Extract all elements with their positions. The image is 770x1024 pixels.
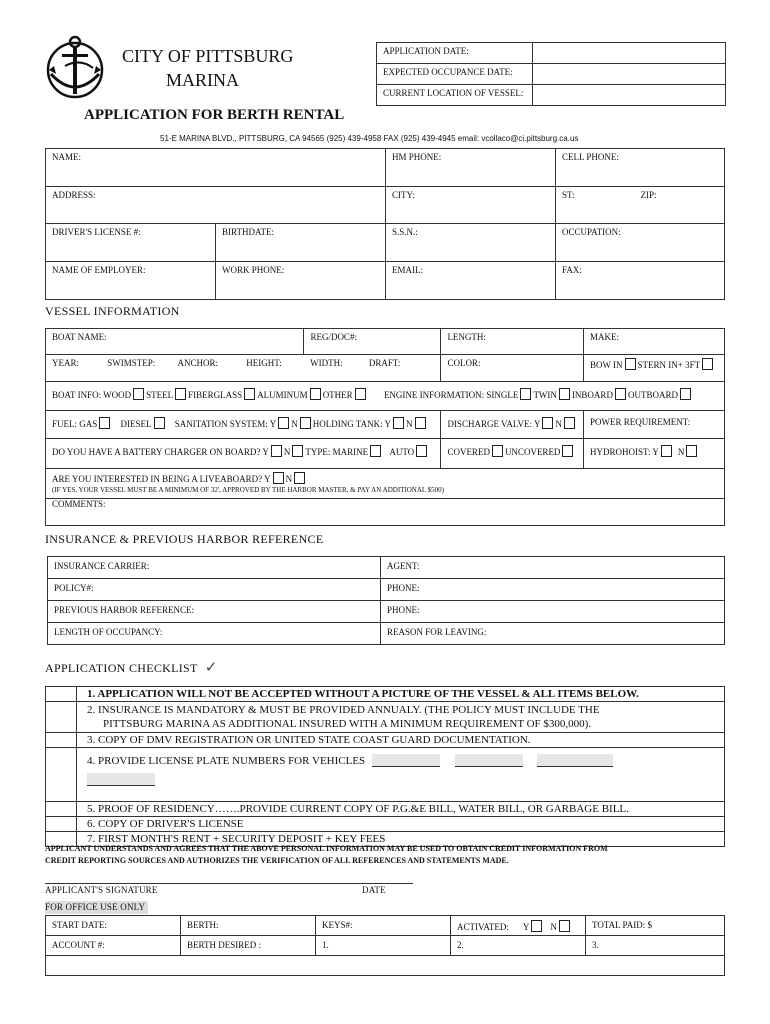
width-label: WIDTH: [310,358,343,368]
aluminum-checkbox[interactable] [310,388,321,400]
account-label: ACCOUNT #: [52,940,105,950]
fax-field[interactable] [556,262,725,300]
fax-label: FAX: [562,265,582,275]
city-name: CITY OF PITTSBURG [122,46,294,66]
battery-y-checkbox[interactable] [271,445,282,457]
checklist-item-2-line2: PITTSBURG MARINA AS ADDITIONAL INSURED WITH A MINIMUM REQUIREMENT OF $300,000). [103,718,592,730]
length-occupancy-label: LENGTH OF OCCUPANCY: [54,627,163,637]
hm-phone-field[interactable] [386,149,556,187]
auto-label: AUTO [389,447,415,457]
discharge-valve-field [441,411,584,439]
liveaboard-label: ARE YOU INTERESTED IN BEING A LIVEABOARD? Y [52,474,271,484]
cell-phone-field[interactable] [556,149,725,187]
office-use-title: FOR OFFICE USE ONLY [45,901,148,914]
other-checkbox[interactable] [355,388,366,400]
policy-phone-label: PHONE: [387,583,420,593]
engine-single-label: ENGINE INFORMATION: SINGLE [383,390,519,400]
harbor-phone-field[interactable] [381,601,725,623]
anchor-label: ANCHOR: [177,358,219,368]
agent-field[interactable] [381,557,725,579]
insurance-table [47,556,725,645]
activated-y-label: Y [522,922,530,932]
diesel-label: DIESEL [120,419,152,429]
keys-label: KEYS#: [322,920,353,930]
policy-phone-field[interactable] [381,579,725,601]
holding-n-label: N [406,419,413,429]
boat-info-label: BOAT INFO: WOOD [52,390,132,400]
berth-choice-1[interactable] [316,936,451,956]
make-field[interactable] [583,329,724,355]
agreement-line-2: CREDIT REPORTING SOURCES AND AUTHORIZES THE VERIFICATION OF ALL REFERENCES AND STATEMENTS MADE. [45,856,509,865]
inboard-label: INBOARD [571,390,613,400]
hydrohoist-field [583,439,724,469]
name-label: NAME: [52,152,81,162]
length-occupancy-field[interactable] [48,623,381,645]
email-label: EMAIL: [392,265,423,275]
liveaboard-n-label: N [285,474,293,484]
checklist-box-6[interactable] [46,817,77,832]
checklist-box-2[interactable] [46,702,77,733]
office-use-table [45,915,725,976]
employer-label: NAME OF EMPLOYER: [52,265,146,275]
ssn-label: S.S.N.: [392,227,418,237]
liveaboard-n-checkbox[interactable] [294,472,305,484]
stern-in-label: STERN IN+ 3FT [637,360,701,370]
employer-field[interactable] [46,262,216,300]
ssn-field[interactable] [386,224,556,262]
year-label: YEAR: [52,358,79,368]
checklist-box-3[interactable] [46,733,77,748]
hydrohoist-n-label: N [677,447,685,457]
boat-info-row [46,382,725,411]
hydrohoist-label: HYDROHOIST: Y [589,447,659,457]
checklist-item-4 [77,748,725,802]
form-title: APPLICATION FOR BERTH RENTAL [84,107,345,123]
dimensions-row [46,355,441,382]
activated-y-checkbox[interactable] [531,920,542,932]
battery-row [46,439,441,469]
berth-choice-2[interactable] [451,936,586,956]
other-label: OTHER [322,390,353,400]
keys-field[interactable] [316,916,451,936]
battery-n-label: N [283,447,291,457]
berth-label: BERTH: [187,920,219,930]
steel-label: STEEL [146,390,174,400]
checklist-box-4[interactable] [46,748,77,802]
insurance-carrier-field[interactable] [48,557,381,579]
reason-leaving-label: REASON FOR LEAVING: [387,627,487,637]
bow-stern-field [583,355,724,382]
berth-choice-3-label: 3. [592,940,599,950]
applicant-signature-label: APPLICANT'S SIGNATURE [45,885,158,895]
diesel-checkbox[interactable] [154,417,165,429]
comments-label: COMMENTS: [52,499,106,509]
sanitation-y-checkbox[interactable] [278,417,289,429]
agreement-line-1: APPLICANT UNDERSTANDS AND AGREES THAT THE ABOVE PERSONAL INFORMATION MAY BE USED TO OBTAIN CREDIT INFORMATION FROM [45,844,608,853]
boat-name-field[interactable] [46,329,304,355]
expected-occupance-date-label: EXPECTED OCCUPANCE DATE: [377,64,533,85]
vessel-info-table [45,328,725,526]
covered-checkbox[interactable] [492,445,503,457]
draft-label: DRAFT: [368,358,401,368]
checklist-section-title [45,658,218,677]
birthdate-label: BIRTHDATE: [222,227,274,237]
birthdate-field[interactable] [216,224,386,262]
outboard-label: OUTBOARD [627,390,678,400]
checklist-item-2-line1: 2. INSURANCE IS MANDATORY & MUST BE PROVIDED ANNUALY. (THE POLICY MUST INCLUDE THE [87,704,600,716]
insurance-section-title: INSURANCE & PREVIOUS HARBOR REFERENCE [45,532,324,546]
checklist-item-3: 3. COPY OF DMV REGISTRATION OR UNITED STATE COAST GUARD DOCUMENTATION. [77,733,725,748]
st-label: ST: [562,190,575,200]
checklist-item-4-text: 4. PROVIDE LICENSE PLATE NUMBERS FOR VEHICLES [87,755,366,767]
type-marine-label: TYPE: MARINE [305,447,369,457]
berth-desired-field [181,936,316,956]
sanitation-n-label: N [291,419,298,429]
agent-label: AGENT: [387,561,420,571]
occupation-field[interactable] [556,224,725,262]
sanitation-n-checkbox[interactable] [300,417,311,429]
checklist-item-1: 1. APPLICATION WILL NOT BE ACCEPTED WITHOUT A PICTURE OF THE VESSEL & ALL ITEMS BELOW. [77,687,725,702]
sanitation-label: SANITATION SYSTEM: Y [174,419,277,429]
activated-n-checkbox[interactable] [559,920,570,932]
agreement-statement [45,843,735,867]
twin-label: TWIN [533,390,557,400]
berth-desired-label: BERTH DESIRED : [187,940,261,950]
stern-in-checkbox[interactable] [702,358,713,370]
hydrohoist-y-checkbox[interactable] [661,445,672,457]
city-label: CITY: [392,190,415,200]
inboard-checkbox[interactable] [615,388,626,400]
berth-choice-2-label: 2. [457,940,464,950]
pittsburg-anchor-logo [45,34,105,102]
policy-field[interactable] [48,579,381,601]
occupation-label: OCCUPATION: [562,227,621,237]
boat-name-label: BOAT NAME: [52,332,107,342]
previous-harbor-field[interactable] [48,601,381,623]
license-plate-field-4[interactable] [87,773,155,786]
drivers-license-field[interactable] [46,224,216,262]
fuel-row [46,411,441,439]
checklist-item-6: 6. COPY OF DRIVER'S LICENSE [77,817,725,832]
signature-date-label: DATE [362,885,386,895]
expected-occupance-date-field[interactable] [533,64,726,85]
liveaboard-note: (IF YES, YOUR VESSEL MUST BE A MINIMUM OF 32', APPROVED BY THE HARBOR MASTER, & PAY AN ADDITIONAL $500) [52,486,445,494]
holding-tank-label: HOLDING TANK: Y [312,419,391,429]
checklist-item-2 [77,702,725,733]
uncovered-label: UNCOVERED [504,447,561,457]
current-location-label: CURRENT LOCATION OF VESSEL: [377,85,533,106]
liveaboard-row [46,469,725,499]
single-checkbox[interactable] [520,388,531,400]
fuel-gas-label: FUEL: GAS [52,419,98,429]
previous-harbor-label: PREVIOUS HARBOR REFERENCE: [54,605,195,615]
twin-checkbox[interactable] [559,388,570,400]
length-field[interactable] [441,329,584,355]
liveaboard-y-checkbox[interactable] [273,472,284,484]
battery-n-checkbox[interactable] [292,445,303,457]
address-field[interactable] [46,187,386,224]
signature-line[interactable] [45,882,413,884]
insurance-carrier-label: INSURANCE CARRIER: [54,561,150,571]
start-date-label: START DATE: [52,920,107,930]
policy-label: POLICY#: [54,583,94,593]
checkmark-icon: ✓ [204,660,218,676]
license-plate-field-1[interactable] [372,754,440,767]
marina-name: MARINA [166,70,240,90]
current-location-field[interactable] [533,85,726,106]
auto-checkbox[interactable] [416,445,427,457]
checklist-item-7: 7. FIRST MONTH'S RENT + SECURITY DEPOSIT + KEY FEES [77,832,725,847]
start-date-field[interactable] [46,916,181,936]
bow-in-checkbox[interactable] [625,358,636,370]
contact-address-line: 51-E MARINA BLVD., PITTSBURG, CA 94565 (925) 439-4958 FAX (925) 439-4945 email: vcollaco@ci.pittsburg.ca.us [160,134,579,143]
total-paid-label: TOTAL PAID: $ [592,920,652,930]
city-field[interactable] [386,187,556,224]
checklist-item-5: 5. PROOF OF RESIDENCY…….PROVIDE CURRENT COPY OF P.G.&E BILL, WATER BILL, OR GARBAGE BILL. [77,802,725,817]
email-field[interactable] [386,262,556,300]
outboard-checkbox[interactable] [680,388,691,400]
aluminum-label: ALUMINUM [257,390,308,400]
checklist-box-5[interactable] [46,802,77,817]
gas-checkbox[interactable] [99,417,110,429]
bow-in-label: BOW IN [589,360,623,370]
hm-phone-label: HM PHONE: [392,152,442,162]
application-date-field[interactable] [533,43,726,64]
applicant-info-table [45,148,725,300]
zip-label: ZIP: [640,190,657,200]
berth-field[interactable] [181,916,316,936]
covered-field [441,439,584,469]
harbor-phone-label: PHONE: [387,605,420,615]
discharge-y-checkbox[interactable] [542,417,553,429]
discharge-n-label: N [555,419,562,429]
holding-n-checkbox[interactable] [415,417,426,429]
activated-n-label: N [550,922,557,932]
address-label: ADDRESS: [52,190,96,200]
berth-choice-1-label: 1. [322,940,329,950]
work-phone-field[interactable] [216,262,386,300]
steel-checkbox[interactable] [175,388,186,400]
work-phone-label: WORK PHONE: [222,265,285,275]
color-field[interactable] [441,355,584,382]
berth-choice-3[interactable] [586,936,725,956]
power-requirement-field[interactable] [583,411,724,439]
discharge-valve-label: DISCHARGE VALVE: Y [447,419,541,429]
fiberglass-label: FIBERGLASS [188,390,243,400]
checklist-box-1[interactable] [46,687,77,702]
color-label: COLOR: [447,358,481,368]
vessel-section-title: VESSEL INFORMATION [45,304,180,318]
wood-checkbox[interactable] [133,388,144,400]
activated-label: ACTIVATED: [457,922,509,932]
hydrohoist-n-checkbox[interactable] [686,445,697,457]
battery-charger-label: DO YOU HAVE A BATTERY CHARGER ON BOARD? Y [52,447,269,457]
date-fields-table [376,42,726,106]
reason-leaving-field[interactable] [381,623,725,645]
length-label: LENGTH: [447,332,486,342]
checklist-table [45,686,725,847]
total-paid-field[interactable] [586,916,725,936]
fiberglass-checkbox[interactable] [244,388,255,400]
name-field[interactable] [46,149,386,187]
reg-doc-field[interactable] [304,329,441,355]
covered-label: COVERED [447,447,490,457]
height-label: HEIGHT: [246,358,282,368]
marine-checkbox[interactable] [370,445,381,457]
comments-field[interactable] [46,499,725,526]
license-plate-field-2[interactable] [455,754,523,767]
license-plate-field-3[interactable] [537,754,613,767]
activated-field [451,916,586,936]
st-zip-field[interactable] [556,187,725,224]
office-notes-field[interactable] [46,956,725,976]
holding-y-checkbox[interactable] [393,417,404,429]
power-requirement-label: POWER REQUIREMENT: [589,417,691,427]
drivers-license-label: DRIVER'S LICENSE #: [52,227,141,237]
cell-phone-label: CELL PHONE: [562,152,619,162]
checklist-title-text: APPLICATION CHECKLIST [45,661,198,675]
reg-doc-label: REG/DOC#: [310,332,357,342]
discharge-n-checkbox[interactable] [564,417,575,429]
uncovered-checkbox[interactable] [562,445,573,457]
application-date-label: APPLICATION DATE: [377,43,533,64]
account-field[interactable] [46,936,181,956]
swimstep-label: SWIMSTEP: [107,358,156,368]
make-label: MAKE: [589,332,619,342]
